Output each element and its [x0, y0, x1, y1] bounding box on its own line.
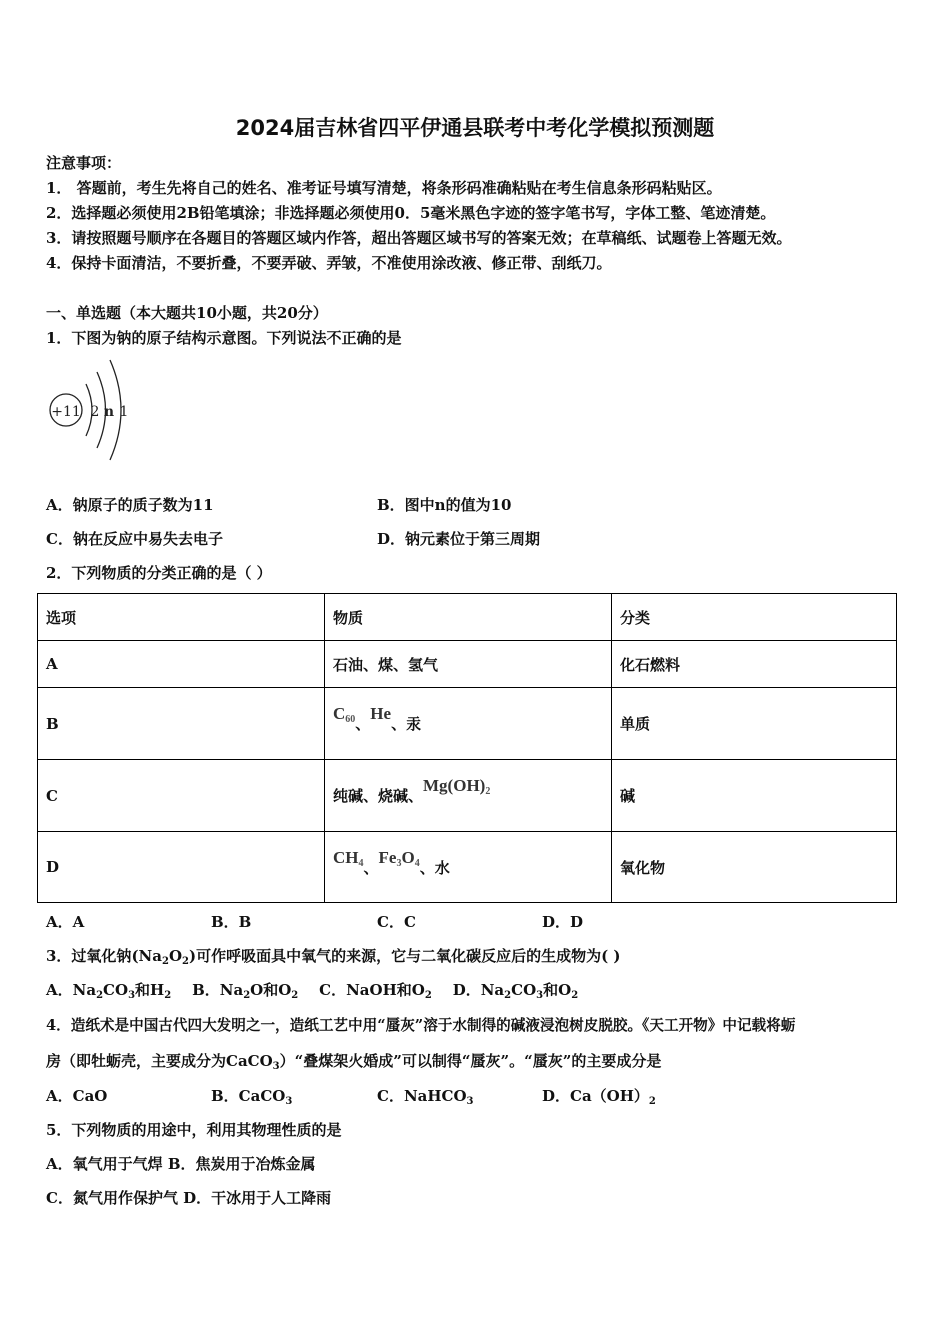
- notice-heading: 注意事项：: [46, 154, 122, 172]
- q1-option-c: C．钠在反应中易失去电子: [46, 530, 223, 548]
- row-b-substance: $C_{60}$、He、汞: [325, 688, 612, 760]
- formula-he: He: [370, 704, 392, 723]
- row-c-substance: 纯碱、烧碱、$Mg(OH)_2$: [325, 760, 612, 832]
- shell-1-electrons: 2: [90, 404, 100, 420]
- formula-c60: $C_{60}$: [333, 704, 356, 725]
- table-row: [38, 641, 897, 688]
- classification-table: [37, 593, 897, 903]
- row-b-option: B: [38, 688, 325, 760]
- table-row: [38, 832, 897, 903]
- header-class: 分类: [612, 594, 897, 641]
- q4-option-a: A．CaO: [46, 1087, 108, 1105]
- q3-option-b: B．$Na_2O$和$O_2$: [192, 981, 299, 1001]
- notice-item-3: 3．请按照题号顺序在各题目的答题区域内作答，超出答题区域书写的答案无效；在草稿纸、试题卷上答题无效。: [46, 229, 792, 247]
- notice-item-4: 4．保持卡面清洁，不要折叠，不要弄破、弄皱，不准使用涂改液、修正带、刮纸刀。: [46, 254, 612, 272]
- row-d-class: 氧化物: [612, 832, 897, 903]
- question-3-stem: 3．过氧化钠$(Na_2O_2)$可作呼吸面具中氧气的来源，它与二氧化碳反应后的生成物为( ): [46, 947, 621, 967]
- q5-options-cd: C．氮气用作保护气 D．干冰用于人工降雨: [46, 1189, 332, 1207]
- notice-item-2: 2．选择题必须使用2B铅笔填涂；非选择题必须使用0．5毫米黑色字迹的签字笔书写，字体工整、笔迹清楚。: [46, 204, 776, 222]
- q4-option-b: B．CaCO$_3$: [211, 1087, 293, 1107]
- section-heading: 一、单选题（本大题共10小题，共20分）: [46, 304, 328, 322]
- shell-3-electrons: 1: [119, 404, 129, 420]
- row-d-option: D: [38, 832, 325, 903]
- formula-ch4: $CH_4$: [333, 847, 364, 869]
- q2-option-c: C．C: [377, 913, 416, 931]
- question-5-stem: 5．下列物质的用途中，利用其物理性质的是: [46, 1121, 342, 1139]
- row-a-class: 化石燃料: [612, 641, 897, 688]
- q5-options-ab: A．氧气用于气焊 B．焦炭用于冶炼金属: [46, 1155, 316, 1173]
- question-1-stem: 1．下图为钠的原子结构示意图。下列说法不正确的是: [46, 329, 402, 347]
- q1-option-b: B．图中n的值为10: [377, 496, 512, 514]
- q2-option-d: D．D: [542, 913, 584, 931]
- notice-item-1: 1． 答题前，考生先将自己的姓名、准考证号填写清楚，将条形码准确粘贴在考生信息条形码粘贴区。: [46, 179, 722, 197]
- row-b-class: 单质: [612, 688, 897, 760]
- question-4-line-2: 房（即牡蛎壳，主要成分为CaCO$_3$）“叠煤架火婚成”可以制得“蜃灰”。“蜃灰”的主要成分是: [46, 1052, 662, 1072]
- formula-fe3o4: $Fe_3O_4$: [378, 847, 420, 869]
- q4-option-c: C．NaHCO$_3$: [377, 1087, 474, 1107]
- row-c-option: C: [38, 760, 325, 832]
- q3-options: [46, 979, 578, 1000]
- q3-option-a: A．$Na_2CO_3$和$H_2$: [46, 981, 172, 1001]
- row-a-substance: 石油、煤、氢气: [325, 641, 612, 688]
- nucleus-charge-label: +11: [51, 404, 81, 420]
- formula-mgoh2: $Mg(OH)_2$: [423, 776, 491, 797]
- q2-option-a: A．A: [46, 913, 85, 931]
- header-option: 选项: [38, 594, 325, 641]
- q1-option-d: D．钠元素位于第三周期: [377, 530, 541, 548]
- header-substance: 物质: [325, 594, 612, 641]
- page-title: 2024届吉林省四平伊通县联考中考化学模拟预测题: [235, 116, 715, 140]
- row-d-substance: $CH_4$、$Fe_3O_4$、水: [325, 832, 612, 903]
- sodium-atom-diagram: [42, 352, 142, 468]
- q2-option-b: B．B: [211, 913, 252, 931]
- q3-option-d: D．$Na_2CO_3$和$O_2$: [452, 981, 579, 1001]
- question-2-stem: 2．下列物质的分类正确的是（ ）: [46, 564, 272, 582]
- q4-option-d: D．$Ca(OH)_2$: [542, 1087, 656, 1107]
- table-row: [38, 760, 897, 832]
- q3-option-c: C．NaOH和$O_2$: [319, 981, 432, 1001]
- q1-option-a: A．钠原子的质子数为11: [46, 496, 214, 514]
- question-4-line-1: 4．造纸术是中国古代四大发明之一，造纸工艺中用“蜃灰”溶于水制得的碱液浸泡树皮脱胶。《天工开物》中记载将蛎: [46, 1017, 796, 1034]
- row-a-option: A: [38, 641, 325, 688]
- row-c-class: 碱: [612, 760, 897, 832]
- table-row: [38, 688, 897, 760]
- table-header-row: [38, 594, 897, 641]
- shell-2-electrons: n: [103, 404, 115, 420]
